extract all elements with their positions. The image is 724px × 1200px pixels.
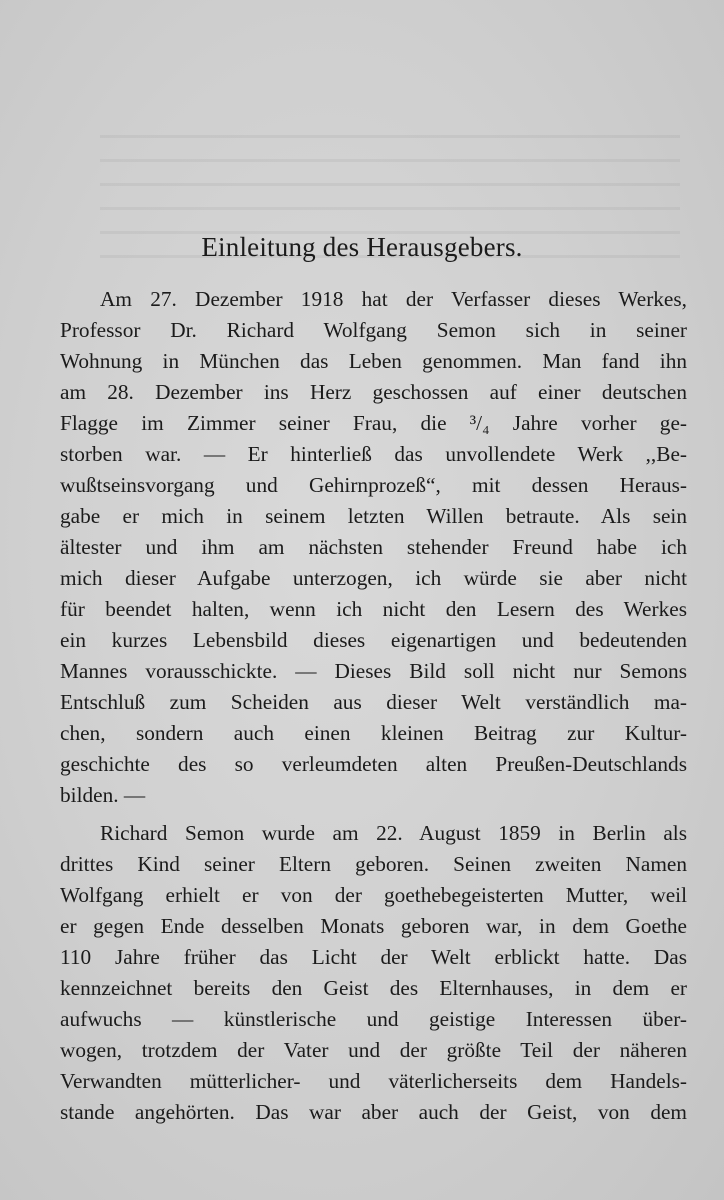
- text-line: Verwandten mütterlicher- und väterlicherseits dem Handels-: [60, 1069, 687, 1093]
- text-line: drittes Kind seiner Eltern geboren. Seinen zweiten Namen: [60, 852, 687, 876]
- text-line: Wohnung in München das Leben genommen. Man fand ihn: [60, 349, 687, 373]
- text-line: bilden. —: [60, 783, 146, 807]
- text-line: geschichte des so verleumdeten alten Preußen-Deutschlands: [60, 752, 687, 776]
- text-line: Wolfgang erhielt er von der goethebegeisterten Mutter, weil: [60, 883, 687, 907]
- paragraph-1: [60, 284, 687, 811]
- text-line: Flagge im Zimmer seiner Frau, die ³/₄ Jahre vorher ge-: [60, 411, 687, 435]
- text-line: 110 Jahre früher das Licht der Welt erblickt hatte. Das: [60, 945, 687, 969]
- text-line: kennzeichnet bereits den Geist des Elternhauses, in dem er: [60, 976, 687, 1000]
- text-line: wußtseinsvorgang und Gehirnprozeß“, mit dessen Heraus-: [60, 473, 687, 497]
- text-line: ein kurzes Lebensbild dieses eigenartigen und bedeutenden: [60, 628, 687, 652]
- text-line: aufwuchs — künstlerische und geistige Interessen über-: [60, 1007, 687, 1031]
- text-line: ältester und ihm am nächsten stehender Freund habe ich: [60, 535, 687, 559]
- text-line: er gegen Ende desselben Monats geboren war, in dem Goethe: [60, 914, 687, 938]
- text-line: Professor Dr. Richard Wolfgang Semon sich in seiner: [60, 318, 687, 342]
- text-line: mich dieser Aufgabe unterzogen, ich würde sie aber nicht: [60, 566, 687, 590]
- text-line: Am 27. Dezember 1918 hat der Verfasser dieses Werkes,: [100, 287, 687, 311]
- chapter-heading: Einleitung des Herausgebers.: [201, 232, 523, 262]
- text-line: wogen, trotzdem der Vater und der größte Teil der näheren: [60, 1038, 687, 1062]
- text-line: Entschluß zum Scheiden aus dieser Welt verständlich ma-: [60, 690, 687, 714]
- text-line: gabe er mich in seinem letzten Willen betraute. Als sein: [60, 504, 687, 528]
- text-line: chen, sondern auch einen kleinen Beitrag zur Kultur-: [60, 721, 687, 745]
- text-line: storben war. — Er hinterließ das unvollendete Werk ,,Be-: [60, 442, 687, 466]
- paragraph-2: [60, 818, 687, 1128]
- text-line: stande angehörten. Das war aber auch der Geist, von dem: [60, 1100, 687, 1124]
- text-line: Richard Semon wurde am 22. August 1859 in Berlin als: [100, 821, 687, 845]
- text-line: Mannes vorausschickte. — Dieses Bild soll nicht nur Semons: [60, 659, 687, 683]
- text-line: am 28. Dezember ins Herz geschossen auf einer deutschen: [60, 380, 687, 404]
- text-line: für beendet halten, wenn ich nicht den Lesern des Werkes: [60, 597, 687, 621]
